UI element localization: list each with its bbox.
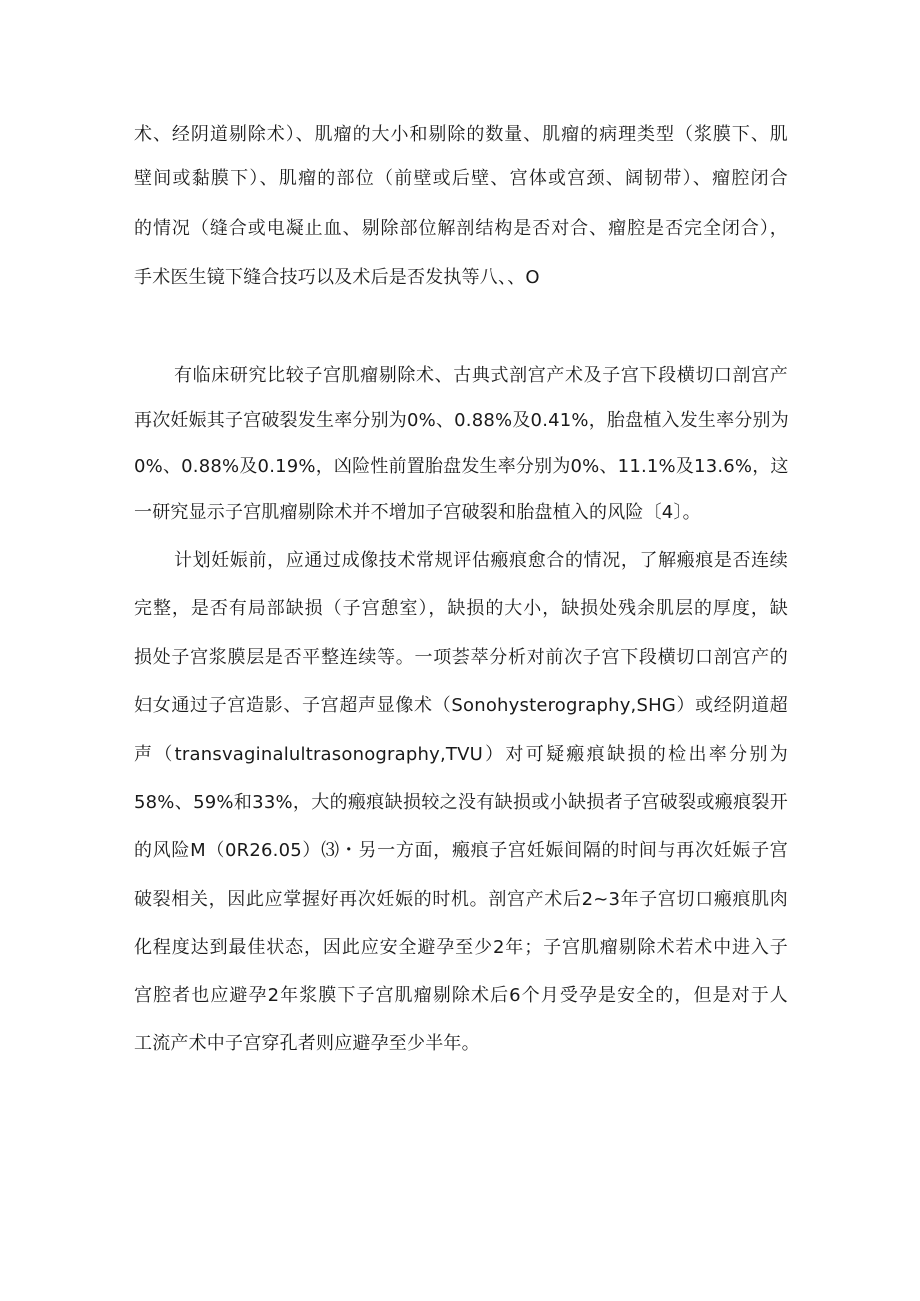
text-line: 损处子宫浆膜层是否平整连续等。一项荟萃分析对前次子宫下段横切口剖宫产的 [134, 647, 788, 668]
text-line: 的情况（缝合或电凝止血、剔除部位解剖结构是否对合、瘤腔是否完全闭合）， [134, 218, 788, 239]
text-line: 的风险M（0R26.05）⑶・另一方面，瘢痕子宫妊娠间隔的时间与再次妊娠子宫 [134, 840, 788, 861]
text-line: 再次妊娠其子宫破裂发生率分别为0%、0.88%及0.41%，胎盘植入发生率分别为 [134, 410, 789, 431]
text-line: 术、经阴道剔除术）、肌瘤的大小和剔除的数量、肌瘤的病理类型（浆膜下、肌 [134, 124, 788, 145]
text-line: 化程度达到最佳状态，因此应安全避孕至少2年；子宫肌瘤剔除术若术中进入子 [134, 937, 788, 958]
text-line: 宫腔者也应避孕2年浆膜下子宫肌瘤剔除术后6个月受孕是安全的，但是对于人 [134, 985, 788, 1006]
text-line: 58%、59%和33%，大的瘢痕缺损较之没有缺损或小缺损者子宫破裂或瘢痕裂开 [134, 792, 788, 813]
text-line: 声（transvaginalultrasonography,TVU）对可疑瘢痕缺损的检出率分别为 [134, 744, 788, 765]
text-line: 手术医生镜下缝合技巧以及术后是否发执等八、、O [134, 267, 540, 288]
text-line: 工流产术中子宫穿孔者则应避孕至少半年。 [134, 1033, 480, 1054]
text-line: 破裂相关，因此应掌握好再次妊娠的时机。剖宫产术后2~3年子宫切口瘢痕肌肉 [134, 889, 788, 910]
text-line: 壁间或黏膜下）、肌瘤的部位（前壁或后壁、宫体或宫颈、阔韧带）、瘤腔闭合 [134, 168, 788, 189]
text-line: 妇女通过子宫造影、子宫超声显像术（Sonohysterography,SHG）或经阴道超 [134, 695, 788, 716]
text-line: 计划妊娠前，应通过成像技术常规评估瘢痕愈合的情况，了解瘢痕是否连续 [174, 550, 788, 571]
text-line: 有临床研究比较子宫肌瘤剔除术、古典式剖宫产术及子宫下段横切口剖宫产 [174, 365, 788, 386]
text-line: 完整，是否有局部缺损（子宫憩室），缺损的大小，缺损处残余肌层的厚度，缺 [134, 598, 788, 619]
text-line: 一研究显示子宫肌瘤剔除术并不增加子宫破裂和胎盘植入的风险〔4〕。 [134, 502, 701, 523]
text-line: 0%、0.88%及0.19%，凶险性前置胎盘发生率分别为0%、11.1%及13.6%，这 [134, 456, 789, 477]
